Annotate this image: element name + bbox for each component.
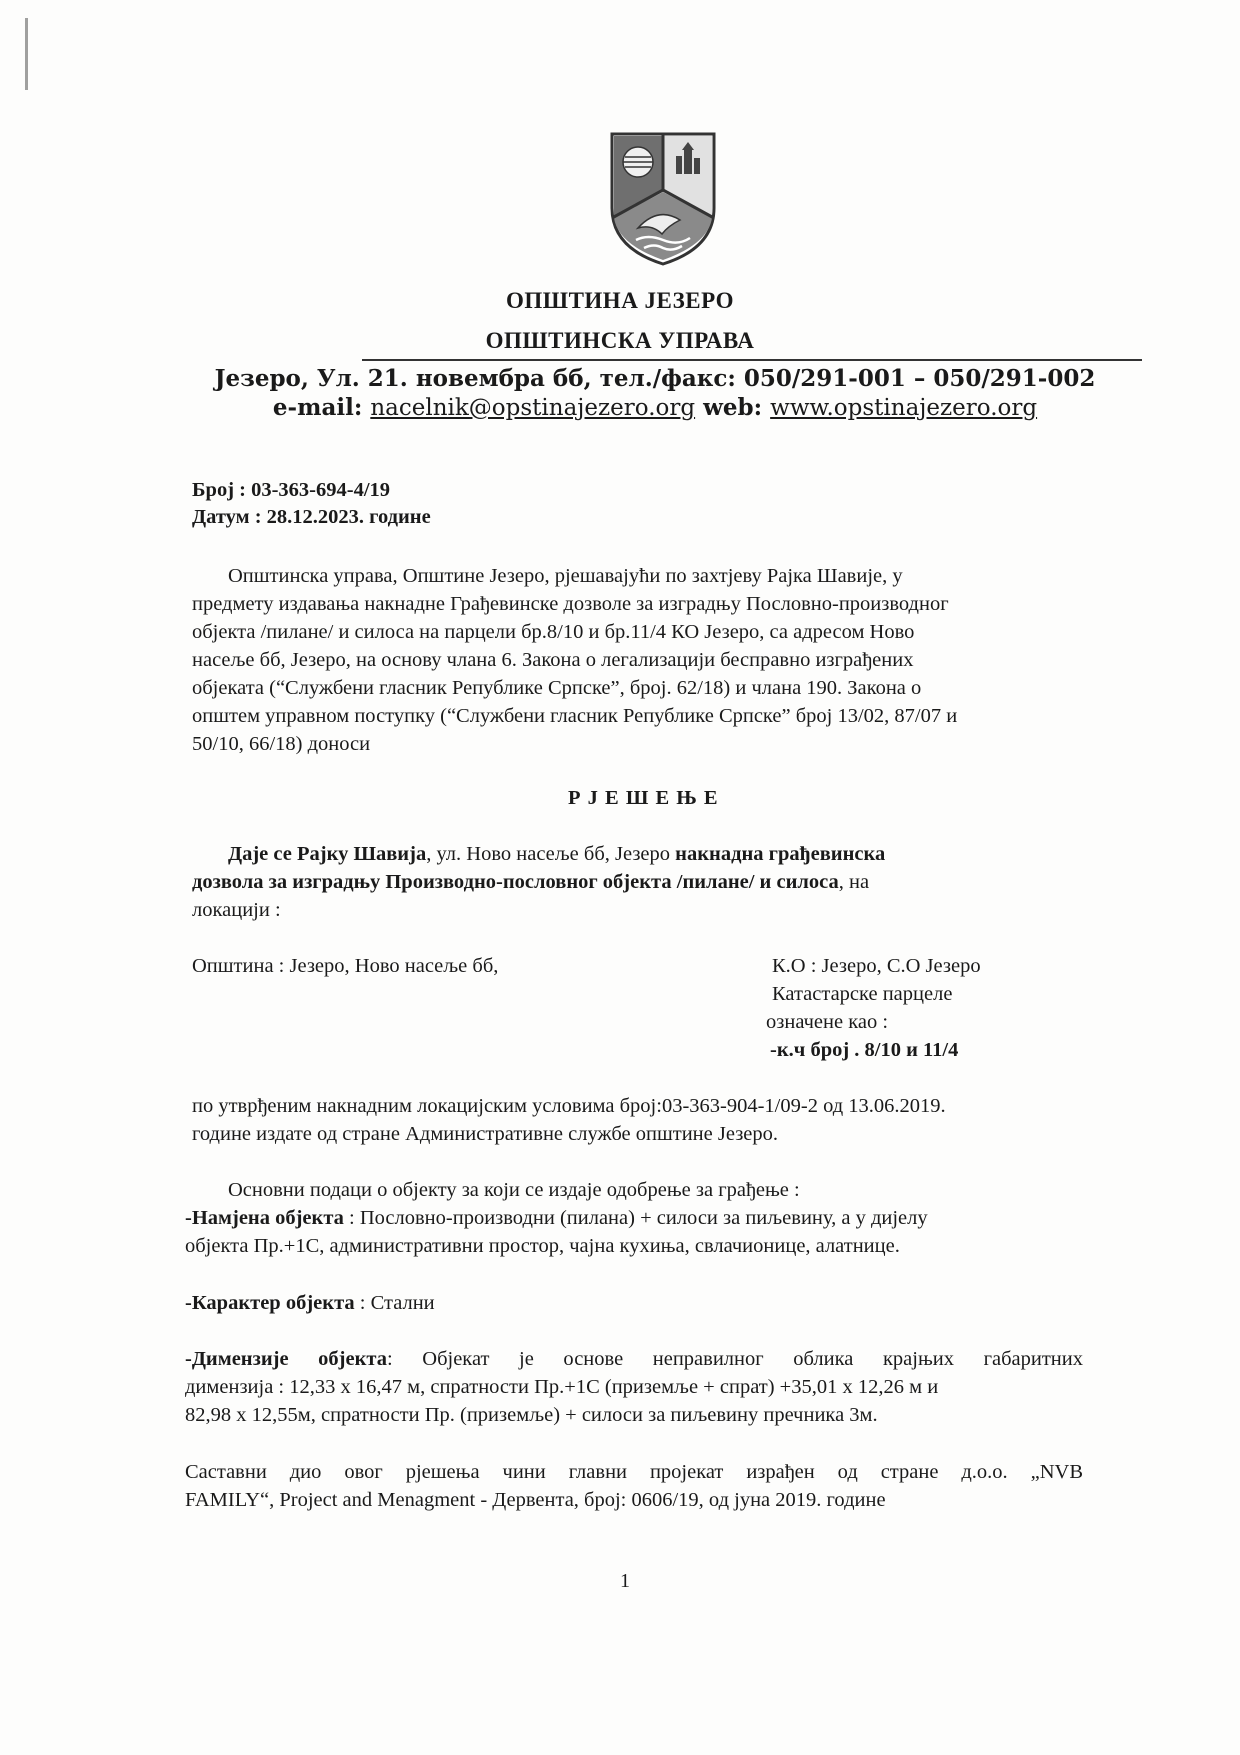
intro-line-5: објеката (“Службени гласник Републике Српске”, број. 62/18) и члана 190. Закона о (192, 677, 922, 699)
permit-subject: дозвола за изградњу Производно-пословног објекта /пилане/ и силоса (192, 871, 839, 893)
dimensions-line-2: димензија : 12,33 x 16,47 м, спратности Пр.+1С (приземље + спрат) +35,01 x 12,26 м и (185, 1376, 939, 1398)
project-line-1: Саставни дио овог рјешења чини главни пројекат израђен од стране д.о.о. „NVB (185, 1461, 1083, 1483)
dimensions-line-3: 82,98 x 12,55м, спратности Пр. (приземље) + силоси за пиљевину пречника 3м. (185, 1404, 878, 1426)
grantee-name: Даје се Рајку Шавија (228, 843, 427, 865)
intro-line-7: 50/10, 66/18) доноси (192, 733, 371, 755)
contact-line (0, 394, 1240, 421)
character-label: -Карактер објекта (185, 1292, 355, 1314)
web-link[interactable]: www.opstinajezero.org (770, 395, 1038, 421)
header-divider (362, 359, 1142, 361)
purpose-value: : Пословно-производни (пилана) + силоси за пиљевину, а у дијелу (343, 1207, 928, 1229)
decision-title: Р Ј Е Ш Е Њ Е (568, 787, 719, 809)
intro-line-4: насеље бб, Језеро, на основу члана 6. Закона о легализацији бесправно изграђених (192, 649, 914, 671)
intro-line-1: Општинска управа, Општине Језеро, рјешавајући по захтјеву Рајка Шавије, у (228, 565, 903, 587)
web-label: web: (703, 394, 763, 421)
purpose-line-1 (185, 1205, 928, 1233)
purpose-label: -Намјена објекта (185, 1207, 344, 1229)
dimensions-label: -Димензије објекта (185, 1348, 387, 1370)
project-line-2: FAMILY“, Project and Menagment - Дервента, број: 0606/19, од јуна 2019. године (185, 1489, 886, 1511)
location-parcel-numbers: -к.ч број . 8/10 и 11/4 (770, 1039, 959, 1061)
location-ko: К.О : Језеро, С.О Језеро (772, 955, 981, 977)
character-line (185, 1290, 435, 1318)
dimensions-value: : Објекат је основе неправилног облика крајњих габаритних (386, 1348, 1083, 1370)
document-number: Број : 03-363-694-4/19 (192, 479, 391, 501)
character-value: : Стални (354, 1292, 435, 1314)
scan-edge-mark (25, 18, 28, 90)
email-label: e-mail: (272, 394, 363, 421)
permit-type: накнадна грађевинска (675, 843, 886, 865)
basic-data-intro: Основни подаци о објекту за који се издаје одобрење за грађење : (228, 1179, 800, 1201)
location-municipality: Општина : Језеро, Ново насеље бб, (192, 955, 499, 977)
intro-line-3: објекта /пилане/ и силоса на парцели бр.8/10 и бр.11/4 КО Језеро, са адресом Ново (192, 621, 915, 643)
intro-line-2: предмету издавања накнадне Грађевинске дозволе за изградњу Пословно-производног (192, 593, 949, 615)
conditions-line-2: године издате од стране Административне службе општине Језеро. (192, 1123, 779, 1145)
purpose-line-2: објекта Пр.+1С, административни простор, чајна кухиња, свлачионице, алатнице. (185, 1235, 900, 1257)
dimensions-line-1 (185, 1346, 1083, 1374)
grant-line-1 (228, 841, 885, 869)
coat-of-arms-icon (608, 130, 718, 268)
municipality-name: ОПШТИНА ЈЕЗЕРО (506, 288, 734, 313)
document-date: Датум : 28.12.2023. године (192, 506, 431, 528)
grant-line-3: локацији : (192, 899, 281, 921)
email-link[interactable]: nacelnik@opstinajezero.org (370, 395, 696, 421)
conditions-line-1: по утврђеним накнадним локацијским условима број:03-363-904-1/09-2 од 13.06.2019. (192, 1095, 946, 1117)
grant-line-2 (192, 869, 869, 897)
grant-line-2-tail: , на (838, 871, 870, 893)
intro-line-6: општем управном поступку (“Службени гласник Републике Српске” број 13/02, 87/07 и (192, 705, 958, 727)
location-parcels-label: Катастарске парцеле (772, 983, 953, 1005)
page-number: 1 (620, 1570, 630, 1592)
administration-name: ОПШТИНСКА УПРАВА (485, 328, 755, 353)
address-line: Језеро, Ул. 21. новембра бб, тел./факс: 050/291-001 – 050/291-002 (214, 365, 1096, 392)
location-marked-as: означене као : (766, 1011, 889, 1033)
grantee-address: , ул. Ново насеље бб, Језеро (426, 843, 676, 865)
